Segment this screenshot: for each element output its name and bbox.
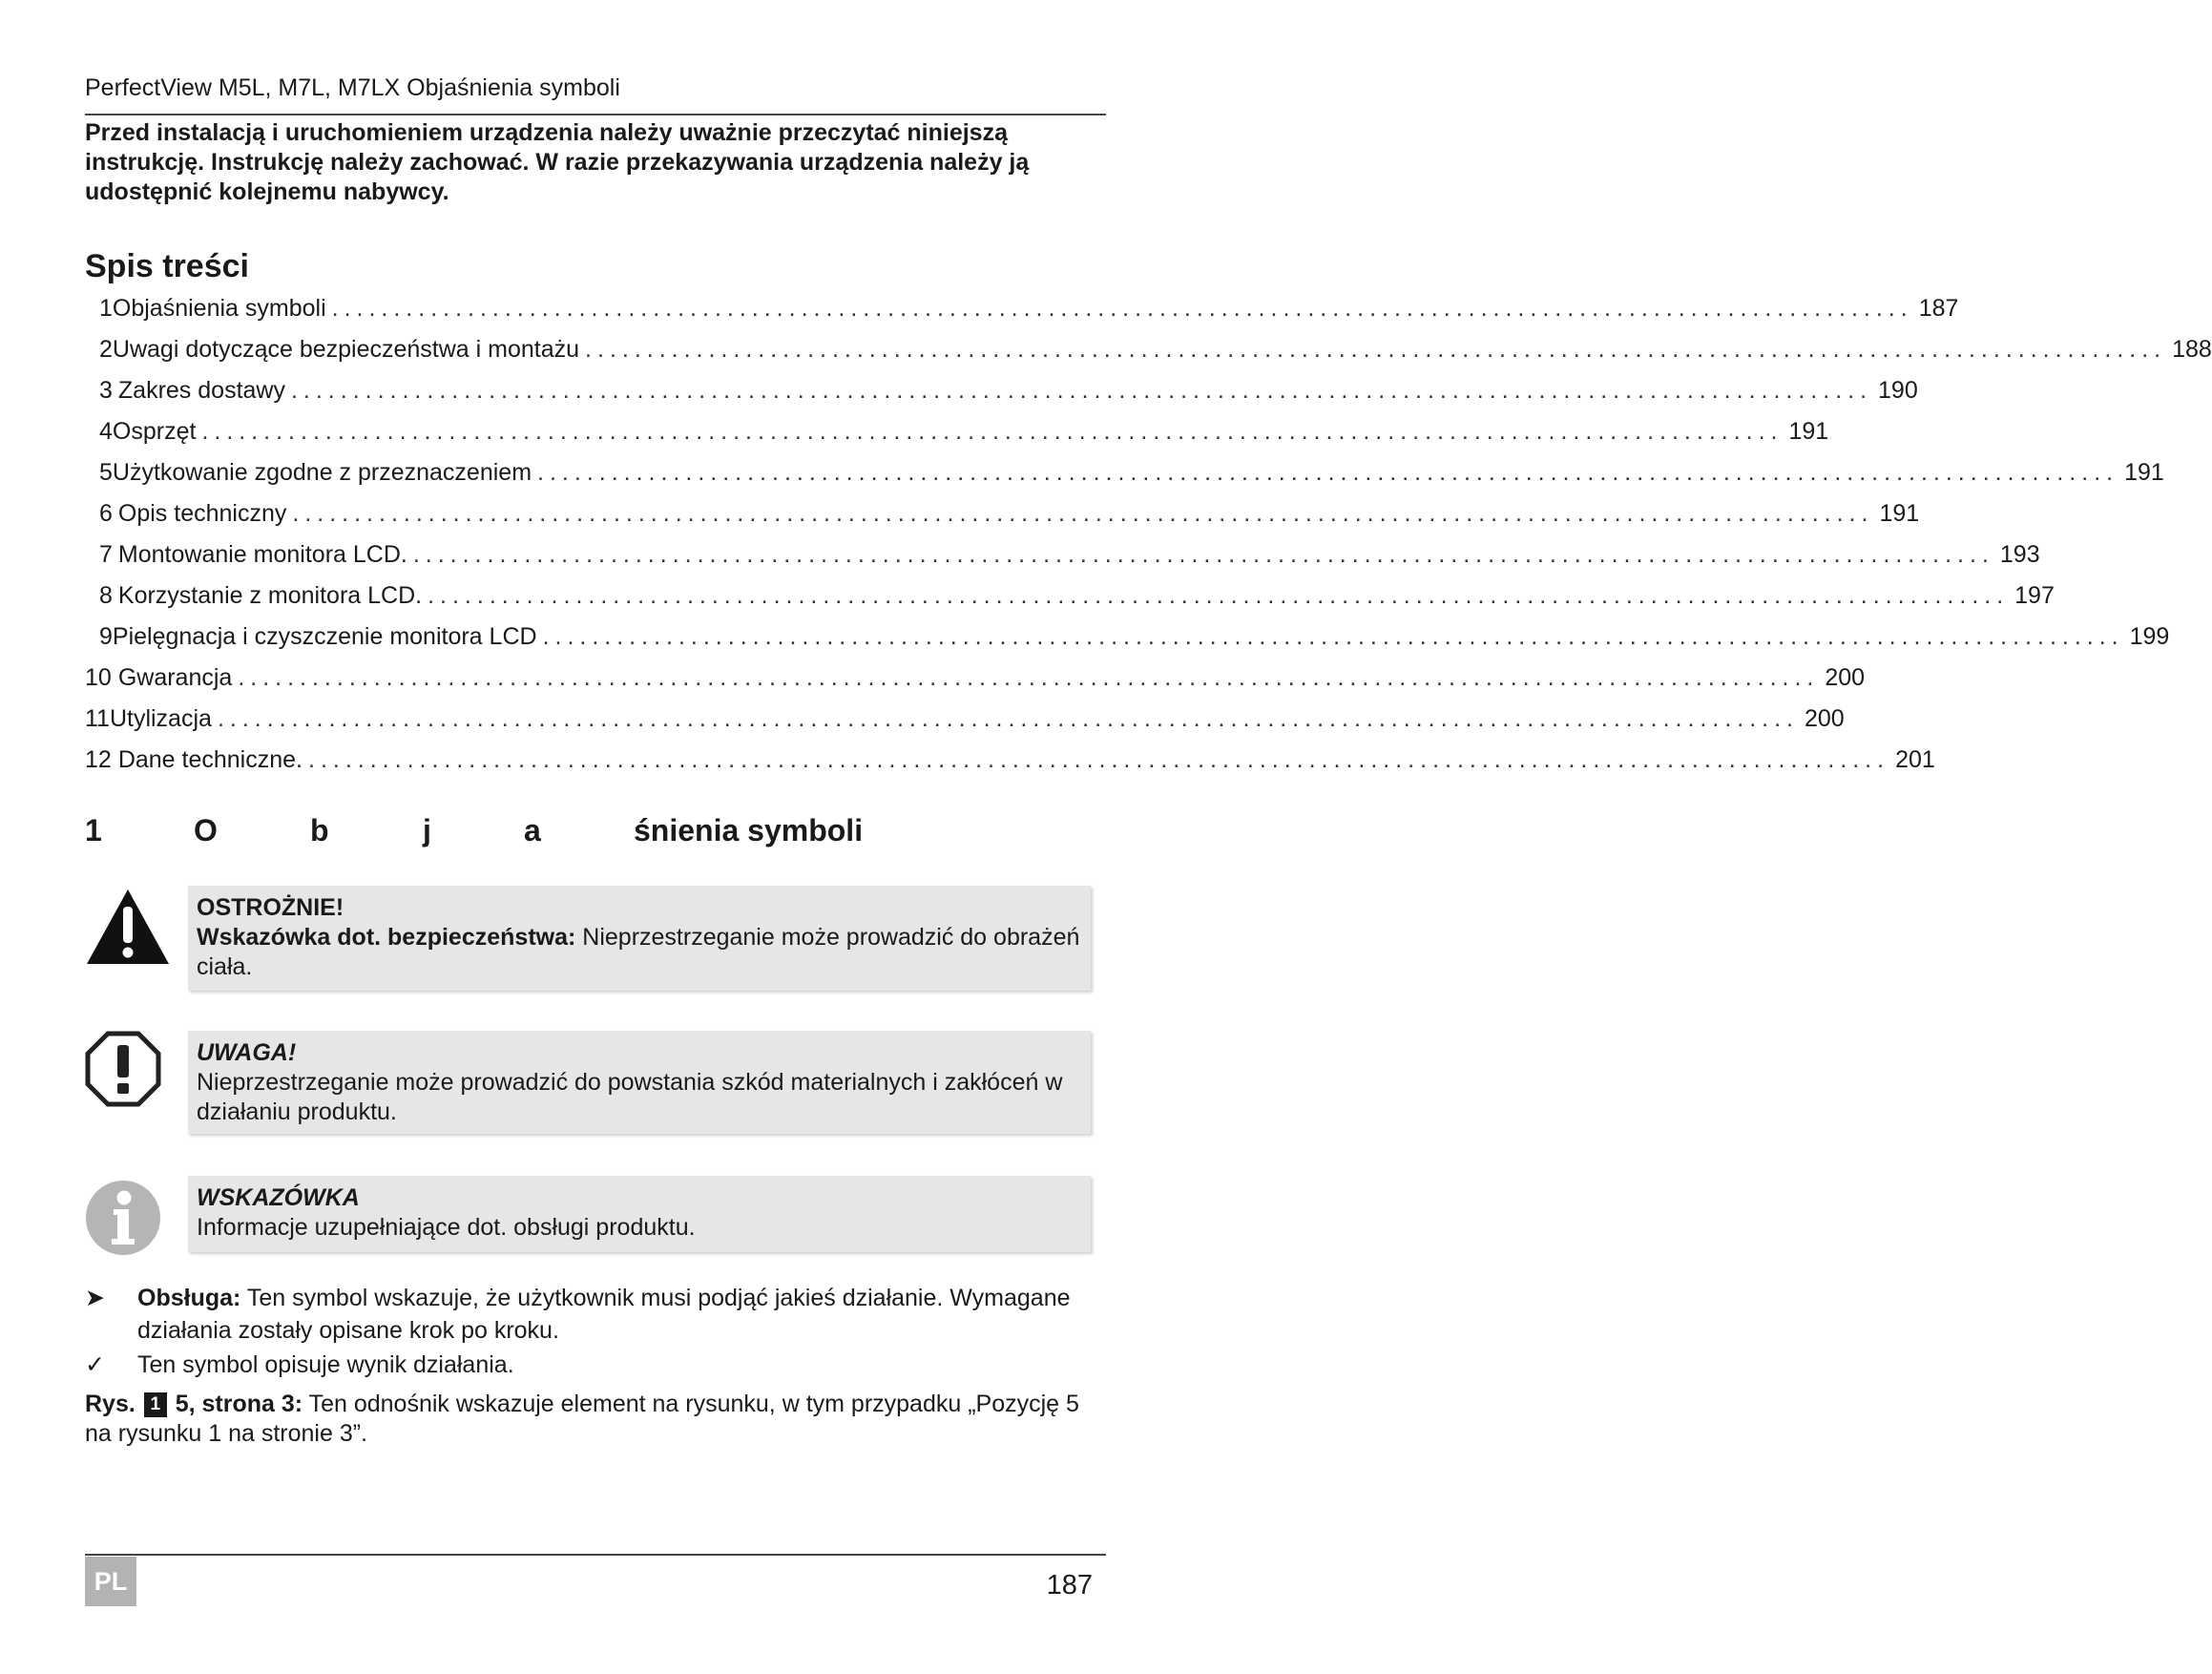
footer-rule — [85, 1554, 1106, 1556]
octagon-exclamation-icon — [85, 1031, 161, 1107]
toc-title: Spis treści — [85, 248, 249, 284]
toc-entry-label: Gwarancja — [117, 664, 233, 691]
caution-lead: Wskazówka dot. bezpieczeństwa: — [197, 924, 576, 951]
caution-text — [197, 923, 1083, 982]
toc-leader-dots: ................................................................................................................................ — [585, 336, 2167, 363]
toc-entry-number: 8 — [99, 582, 113, 609]
list-item — [85, 1282, 1106, 1347]
toc-entry-number: 2 — [99, 336, 113, 363]
toc-entry-label: Opis techniczny — [117, 500, 287, 527]
toc-entry[interactable] — [85, 623, 2170, 661]
toc-entry[interactable] — [85, 746, 1935, 785]
toc-entry-number: 11 — [85, 705, 110, 732]
figure-number-badge: 1 — [144, 1392, 167, 1417]
hint-note — [85, 1176, 1106, 1254]
hint-box — [188, 1176, 1091, 1252]
toc-leader-dots: ................................................................................................................................ — [331, 295, 1913, 322]
info-icon — [85, 1180, 161, 1256]
caution-title: OSTROŻNIE! — [197, 894, 344, 921]
toc-leader-dots: ................................................................................................................................ — [201, 418, 1784, 445]
toc-entry[interactable] — [85, 541, 2040, 579]
toc-leader-dots: ................................................................................................................................ — [542, 623, 2124, 650]
toc-leader-dots: ................................................................................................................................ — [217, 705, 1799, 732]
figure-reference — [85, 1390, 1106, 1449]
result-text: Ten symbol opisuje wynik działania. — [137, 1351, 514, 1378]
toc-leader-dots: ................................................................................................................................ — [290, 377, 1873, 404]
page-number: 187 — [1046, 1570, 1093, 1601]
toc-entry[interactable] — [85, 418, 1829, 456]
toc-entry[interactable] — [85, 500, 1920, 538]
toc-entry-page: 197 — [2014, 582, 2055, 609]
attention-text: Nieprzestrzeganie może prowadzić do powstania szkód materialnych i zakłóceń w działaniu produktu. — [197, 1069, 1063, 1125]
toc-entry-number: 1 — [99, 295, 113, 322]
toc-entry-number: 7 — [99, 541, 113, 568]
section-heading — [85, 813, 1106, 855]
toc-entry-page: 201 — [1895, 746, 1935, 773]
section-heading-part: b — [310, 813, 329, 847]
toc-entry-page: 199 — [2129, 623, 2170, 650]
toc-entry[interactable] — [85, 664, 1866, 702]
arrow-icon: ➤ — [85, 1285, 105, 1311]
toc-entry-label: Osprzęt — [112, 418, 197, 445]
toc-entry-label: Dane techniczne. — [117, 746, 303, 773]
toc-entry-number: 3 — [99, 377, 113, 404]
toc-entry[interactable] — [85, 582, 2055, 620]
section-heading-part: śnienia symboli — [634, 813, 864, 847]
toc-entry-page: 200 — [1825, 664, 1866, 691]
section-heading-part: 1 — [85, 813, 102, 847]
toc-entry-label: Uwagi dotyczące bezpieczeństwa i montażu — [112, 336, 580, 363]
toc-entry-label: Montowanie monitora LCD. — [117, 541, 407, 568]
toc-entry-page: 191 — [1879, 500, 1920, 527]
checkmark-icon: ✓ — [85, 1351, 105, 1378]
figref-prefix: Rys. — [85, 1391, 136, 1417]
toc-entry-number: 9 — [99, 623, 113, 650]
toc-entry-page: 190 — [1878, 377, 1918, 404]
toc-entry[interactable] — [85, 459, 2164, 497]
section-heading-part: j — [423, 813, 431, 847]
figref-text: Ten odnośnik wskazuje element na rysunku, w tym przypadku „Pozycję 5 na rysunku 1 na stronie 3”. — [85, 1391, 1079, 1447]
toc-entry-page: 191 — [2124, 459, 2164, 486]
toc-entry-label: Utylizacja — [109, 705, 212, 732]
attention-note — [85, 1031, 1106, 1134]
toc-entry[interactable] — [85, 377, 1918, 415]
header-rule — [85, 114, 1106, 115]
caution-body: Nieprzestrzeganie może prowadzić do obrażeń ciała. — [197, 924, 1080, 980]
toc-entry-number: 6 — [99, 500, 113, 527]
section-heading-part: O — [194, 813, 218, 847]
warning-triangle-icon — [85, 888, 171, 966]
toc-leader-dots: ................................................................................................................................ — [308, 746, 1890, 773]
list-item — [85, 1349, 1106, 1381]
symbol-list — [85, 1282, 1106, 1383]
intro-paragraph: Przed instalacją i uruchomieniem urządzenia należy uważnie przeczytać niniejszą instrukcję. Instrukcję należy zachować. W razie przekazywania urządzenia należy ją udostępnić kolejnemu nabywcy. — [85, 119, 1030, 205]
toc-entry-page: 193 — [1999, 541, 2040, 568]
caution-note — [85, 886, 1106, 991]
toc-leader-dots: ................................................................................................................................ — [238, 664, 1820, 691]
figref-bold: 5, strona 3: — [175, 1391, 303, 1417]
action-text: Ten symbol wskazuje, że użytkownik musi podjąć jakieś działanie. Wymagane działania zostały opisane krok po kroku. — [137, 1285, 1071, 1344]
toc-entry-label: Objaśnienia symboli — [112, 295, 326, 322]
section-heading-part: a — [524, 813, 541, 847]
hint-title: WSKAZÓWKA — [197, 1184, 360, 1211]
toc-entry-number: 12 — [85, 746, 112, 773]
toc-entry-number: 10 — [85, 664, 112, 691]
toc-leader-dots: ................................................................................................................................ — [412, 541, 1994, 568]
toc-entry-page: 188 — [2172, 336, 2212, 363]
toc-entry-label: Korzystanie z monitora LCD. — [117, 582, 423, 609]
attention-box — [188, 1031, 1091, 1134]
toc-entry-number: 4 — [99, 418, 113, 445]
toc-entry-page: 187 — [1918, 295, 1959, 322]
toc-leader-dots: ................................................................................................................................ — [428, 582, 2010, 609]
caution-box — [188, 886, 1091, 991]
toc-entry[interactable] — [85, 295, 1959, 333]
action-lead: Obsługa: — [137, 1285, 241, 1311]
toc-leader-dots: ................................................................................................................................ — [537, 459, 2119, 486]
toc-entry-label: Pielęgnacja i czyszczenie monitora LCD — [112, 623, 537, 650]
toc-entry[interactable] — [85, 705, 1845, 743]
hint-text: Informacje uzupełniające dot. obsługi produktu. — [197, 1214, 696, 1241]
toc-entry-page: 191 — [1788, 418, 1829, 445]
language-badge: PL — [85, 1557, 136, 1606]
toc-entry-label: Zakres dostawy — [117, 377, 285, 404]
attention-title: UWAGA! — [197, 1039, 297, 1066]
toc-leader-dots: ................................................................................................................................ — [292, 500, 1874, 527]
toc-entry[interactable] — [85, 336, 2212, 374]
toc-entry-page: 200 — [1805, 705, 1845, 732]
running-header: PerfectView M5L, M7L, M7LX Objaśnienia symboli — [85, 74, 620, 101]
toc-entry-label: Użytkowanie zgodne z przeznaczeniem — [112, 459, 532, 486]
toc-entry-number: 5 — [99, 459, 113, 486]
